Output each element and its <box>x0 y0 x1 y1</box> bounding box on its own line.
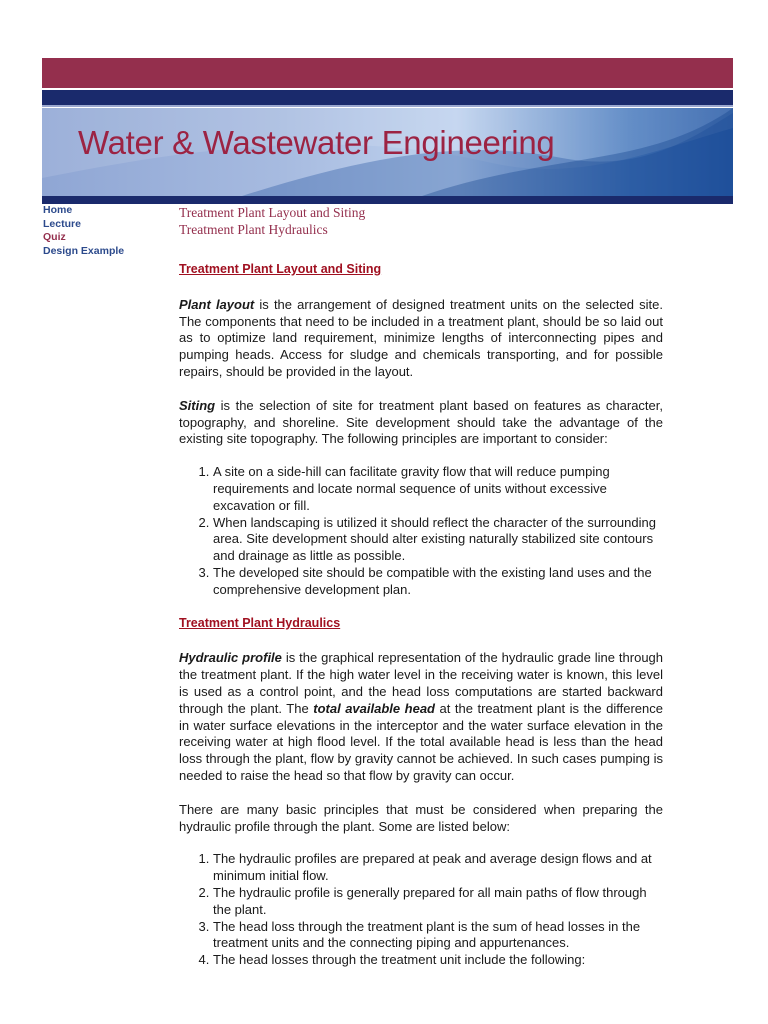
hydraulic-profile-paragraph <box>179 650 663 784</box>
siting-principles-list <box>179 464 663 598</box>
list-item: 1. A site on a side-hill can facilitate gravity flow that will reduce pumping requirements and locate normal sequence of units without excessive excavation or fill. <box>213 464 663 514</box>
hydraulic-profile-term: Hydraulic profile <box>179 650 282 666</box>
hydraulic-principles-list <box>179 851 663 969</box>
header-top-bar <box>42 58 733 88</box>
list-item: 3. The head loss through the treatment plant is the sum of head losses in the treatment units and the connecting piping and appurtenances. <box>213 919 663 953</box>
list-item: 1. The hydraulic profiles are prepared at peak and average design flows and at minimum initial flow. <box>213 851 663 885</box>
list-item: 3. The developed site should be compatible with the existing land uses and the comprehensive development plan. <box>213 565 663 599</box>
plant-layout-term: Plant layout <box>179 296 255 312</box>
main-content <box>179 205 663 969</box>
site-banner <box>42 108 733 196</box>
principles-intro-paragraph: There are many basic principles that must be considered when preparing the hydraulic profile through the plant. Some are listed below: <box>179 801 663 834</box>
plant-layout-text: is the arrangement of designed treatment units on the selected site. The components that need to be included in a treatment plant, should be so laid out as to optimize land requirement, minimize lengths of interconnecting pipes and pumping heads. Access for sludge and chemicals transporting, and for possible repairs, should be provided in the layout. <box>179 296 663 379</box>
total-head-term: total available head <box>313 700 435 716</box>
sidebar-nav <box>43 204 163 258</box>
section-heading-hydraulics: Treatment Plant Hydraulics <box>179 615 341 630</box>
toc-link-layout[interactable]: Treatment Plant Layout and Siting <box>179 205 366 220</box>
list-item: 2. The hydraulic profile is generally prepared for all main paths of flow through the plant. <box>213 885 663 919</box>
nav-lecture[interactable]: Lecture <box>43 217 81 230</box>
site-title: Water & Wastewater Engineering <box>78 124 555 161</box>
hydraulic-profile-text-b: at the treatment plant is the difference in water surface elevations in the interceptor and the water surface elevation in the receiving water at high flood level. If the total available head is less than the head loss through the plant, flow by gravity cannot be achieved. In such cases pumping is needed to raise the head so that flow by gravity can occur. <box>179 700 664 783</box>
siting-term: Siting <box>179 397 216 413</box>
header-navy-bar <box>42 90 733 106</box>
hydraulic-profile-text-a: is the graphical representation of the hydraulic grade line through the treatment plant. If the high water level in the receiving water is known, this level is used as a control point, and the head loss computations are started backward through the plant. The <box>179 650 664 716</box>
plant-layout-paragraph <box>179 297 663 381</box>
section-heading-layout: Treatment Plant Layout and Siting <box>179 262 382 276</box>
nav-quiz[interactable]: Quiz <box>43 231 66 243</box>
header-divider <box>42 105 733 107</box>
banner-bottom-bar <box>42 196 733 204</box>
siting-paragraph <box>179 398 663 448</box>
siting-text: is the selection of site for treatment plant based on features as character, topography, and shoreline. Site development should take the advantage of the existing site topography. The following principles are important to consider: <box>179 397 663 447</box>
nav-design-example[interactable]: Design Example <box>43 244 125 257</box>
list-item: 4. The head losses through the treatment unit include the following: <box>213 952 663 969</box>
list-item: 2. When landscaping is utilized it should reflect the character of the surrounding area. Site development should alter existing naturally stabilized site contours and drainage as little as possible. <box>213 515 663 565</box>
toc-link-hydraulics[interactable]: Treatment Plant Hydraulics <box>179 221 328 237</box>
nav-home[interactable]: Home <box>43 204 73 216</box>
